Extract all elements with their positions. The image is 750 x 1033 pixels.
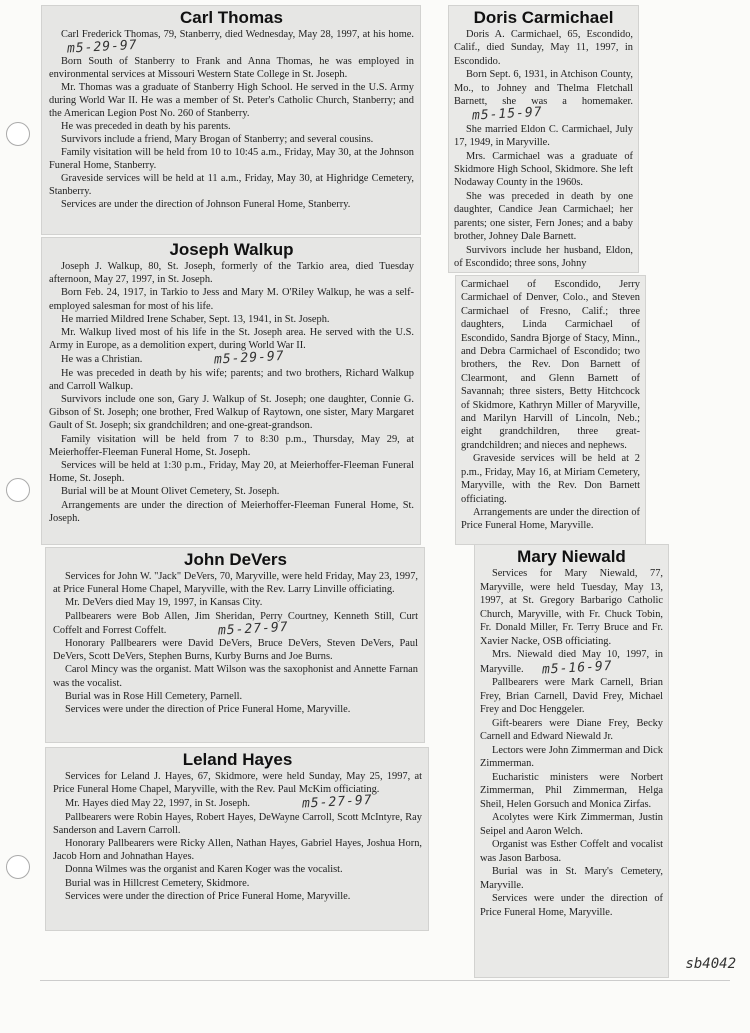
obituary-paragraph: He was preceded in death by his parents. (61, 121, 231, 132)
obituary-paragraph: Survivors include her husband, Eldon, of Escondido; three sons, Johny (454, 244, 633, 269)
binder-hole-top (6, 122, 30, 146)
obituary-paragraph: Services were under the direction of Price Funeral Home, Maryville. (65, 890, 351, 902)
obituary-paragraph: Graveside services will be held at 11 a.m., Friday, May 30, at Highridge Cemetery, Stanberry. (49, 173, 414, 197)
obituary-title: Doris Carmichael (473, 8, 614, 27)
obituary-paragraph: Joseph J. Walkup, 80, St. Joseph, formerly of the Tarkio area, died Tuesday afternoon, May 27, 1997, in St. Joseph. (49, 261, 414, 286)
handwritten-date: m5-27-97 (301, 793, 373, 812)
obituary-paragraph: Honorary Pallbearers were Ricky Allen, Nathan Hayes, Gabriel Hayes, Joshua Horn, Jacob Horn and Johnathan Hayes. (53, 838, 422, 863)
obituary-paragraph: Services were under the direction of Price Funeral Home, Maryville. (65, 704, 351, 716)
obituary-paragraph: Burial was in Rose Hill Cemetery, Parnell. (65, 690, 243, 702)
obituary-paragraph: Arrangements are under the direction of Price Funeral Home, Maryville. (461, 506, 640, 532)
obituary-paragraph: Pallbearers were Bob Allen, Jim Sheridan, Perry Courtney, Kenneth Still, Curt Coffelt and Forrest Coffelt. m5-27-97 (53, 610, 418, 639)
obituary-joseph-walkup (42, 238, 420, 544)
obituary-paragraph: She was preceded in death by one daughter, Candice Jean Carmichael; her parents; one sister, Fern Jones; and a baby brother, Johney Dale Barnett. (454, 190, 633, 243)
obituary-paragraph: Doris A. Carmichael, 65, Escondido, Calif., died Sunday, May 11, 1997, in Escondido. (454, 29, 633, 67)
obituary-doris-carmichael-continued (456, 276, 645, 544)
obituary-paragraph: Pallbearers were Robin Hayes, Robert Hayes, DeWayne Carroll, Scott McIntyre, Ray Sanderson and Lavern Carroll. (53, 811, 422, 836)
obituary-paragraph: Carol Mincy was the organist. Matt Wilson was the saxophonist and Annette Farnan was the vocalist. (53, 664, 418, 689)
obituary-paragraph: Mr. Hayes died May 22, 1997, in St. Joseph. m5-27-97 (65, 793, 373, 812)
obituary-paragraph: He was a Christian. m5-29-97 (61, 349, 286, 368)
binder-hole-middle (6, 478, 30, 502)
obituary-paragraph: Gift-bearers were Diane Frey, Becky Carnell and Edward Niewald Jr. (480, 717, 663, 742)
binder-hole-bottom (6, 855, 30, 879)
obituary-title: Leland Hayes (182, 750, 293, 769)
obituary-title: John DeVers (184, 550, 287, 569)
obituary-paragraph: Mr. DeVers died May 19, 1997, in Kansas City. (65, 597, 263, 609)
obituary-john-devers (46, 548, 424, 742)
obituary-paragraph: Survivors include one son, Gary J. Walkup of St. Joseph; one daughter, Connie G. Gibson of St. Joseph; one brother, Fred Walkup of Raytown, one sister, Mary Margaret Gault of St. Joseph; six grandchildren; and one-great-grandson. (49, 394, 414, 432)
obituary-paragraph: Services for Leland J. Hayes, 67, Skidmore, were held Sunday, May 25, 1997, at Price Funeral Home Chapel, Maryville, with the Rev. Paul McKim officiating. (53, 771, 422, 796)
handwritten-date: m5-27-97 (217, 619, 290, 639)
obituary-paragraph: Born Feb. 24, 1917, in Tarkio to Jess and Mary M. O'Riley Walkup, he was a self-employed salesman for most of his life. (49, 287, 414, 312)
obituary-paragraph: Donna Wilmes was the organist and Karen Koger was the vocalist. (65, 864, 343, 876)
obituary-paragraph: Born Sept. 6, 1931, in Atchison County, Mo., to Johney and Thelma Fletchall Barnett, she was a homemaker.m5-15-97 (454, 69, 633, 124)
obituary-paragraph: Eucharistic ministers were Norbert Zimmerman, Phil Zimmerman, Helga Sheil, Helen Gorsuch and Monica Zirfas. (480, 771, 663, 810)
obituary-doris-carmichael (449, 6, 638, 272)
obituary-paragraph: Carmichael of Escondido, Jerry Carmichael of Denver, Colo., and Steven Carmichael of Fresno, Calif.; three daughters, Linda Carmichael of Escondido, Sandra Bjorge of Stacy, Minn., and Debra Carmichael of Escondido; two brothers, the Rev. Don Barnett of Clearmont, and Glenn Barnett of Savannah; three sisters, Betty Hitchcock of Skidmore, Kathryn Miller of Maryville, and Marilyn Harvill of Lincoln, Neb.; eight grandchildren, three great-grandchildren; and nieces and nephews. (461, 279, 640, 451)
obituary-title: Carl Thomas (180, 8, 283, 27)
obituary-paragraph: Burial was in Hillcrest Cemetery, Skidmore. (65, 877, 250, 889)
obituary-paragraph: Family visitation will be held from 7 to 8:30 p.m., Thursday, May 29, at Meierhoffer-Fleeman Funeral Home, St. Joseph. (49, 433, 414, 458)
obituary-paragraph: Burial will be at Mount Olivet Cemetery, St. Joseph. (61, 486, 280, 498)
obituary-paragraph: He was preceded in death by his wife; parents; and two brothers, Richard Walkup and Carroll Walkup. (49, 367, 414, 392)
obituary-paragraph: Pallbearers were Mark Carnell, Brian Frey, Brian Carnell, David Frey, Michael Frey and Doc Henggeler. (480, 677, 663, 715)
obituary-paragraph: Mr. Walkup lived most of his life in the St. Joseph area. He served with the U.S. Army in Europe, as a demolition expert, during World War II. (49, 327, 414, 352)
obituary-paragraph: Mrs. Carmichael was a graduate of Skidmore High School, Skidmore. She left Nodaway County in the 1960s. (454, 150, 633, 189)
obituary-paragraph: Arrangements are under the direction of Meierhoffer-Fleeman Funeral Home, St. Joseph. (49, 499, 414, 524)
obituary-paragraph: Acolytes were Kirk Zimmerman, Justin Seipel and Aaron Welch. (480, 812, 663, 837)
handwritten-date: m5-15-97 (471, 105, 543, 124)
obituary-paragraph: Mrs. Niewald died May 10, 1997, in Maryville. m5-16-97 (480, 649, 663, 678)
obituary-paragraph: Carl Frederick Thomas, 79, Stanberry, died Wednesday, May 28, 1997, at his home.m5-29-97 (49, 28, 414, 55)
handwritten-date: m5-29-97 (214, 349, 286, 368)
obituary-paragraph: Mr. Thomas was a graduate of Stanberry High School. He served in the U.S. Army during World War II. He was a member of St. Peter's Catholic Church, Stanberry; and the American Legion Post No. 260 of Stanberry. (49, 82, 414, 119)
obituary-paragraph: Graveside services will be held at 2 p.m., Friday, May 16, at Miriam Cemetery, Maryville, with the Rev. Don Barnett officiating. (461, 453, 640, 505)
obituary-paragraph: Services were under the direction of Price Funeral Home, Maryville. (480, 893, 663, 918)
obituary-title: Joseph Walkup (169, 240, 294, 259)
obituary-paragraph: He married Mildred Irene Schaber, Sept. 13, 1941, in St. Joseph. (61, 313, 330, 325)
obituary-paragraph: Organist was Esther Coffelt and vocalist was Jason Barbosa. (480, 839, 663, 864)
obituary-paragraph: Services for Mary Niewald, 77, Maryville, were held Tuesday, May 13, 1997, at St. Gregory Barbarigo Catholic Church, Maryville, with Fr. Chuck Tobin, Fr. Donald Miller, Fr. Terry Bruce and Fr. Xavier Nacke, OSB officiating. (480, 568, 663, 647)
obituary-mary-niewald (475, 545, 668, 977)
obituary-title: Mary Niewald (517, 547, 626, 566)
obituary-paragraph: Lectors were John Zimmerman and Dick Zimmerman. (480, 744, 663, 769)
obituary-paragraph: Honorary Pallbearers were David DeVers, Bruce DeVers, Steven DeVers, Paul DeVers, Scott DeVers, Stephen Burns, Kurby Burns and Joe Burns. (53, 638, 418, 663)
handwritten-date: m5-16-97 (541, 658, 613, 678)
reference-number: sb4042 (685, 956, 736, 972)
obituary-paragraph: Services are under the direction of Johnson Funeral Home, Stanberry. (61, 199, 351, 210)
page-edge-divider (40, 980, 730, 981)
handwritten-date: m5-29-97 (66, 37, 138, 57)
obituary-paragraph: Survivors include a friend, Mary Brogan of Stanberry; and several cousins. (61, 134, 374, 145)
obituary-paragraph: Burial was in St. Mary's Cemetery, Maryville. (480, 866, 663, 891)
obituary-paragraph: Born South of Stanberry to Frank and Anna Thomas, he was employed in environmental services at Missouri Western State College in St. Joseph. (49, 56, 414, 80)
obituary-leland-hayes (46, 748, 428, 930)
obituary-carl-thomas (42, 6, 420, 234)
obituary-paragraph: Services will be held at 1:30 p.m., Friday, May 20, at Meierhoffer-Fleeman Funeral Home, St. Joseph. (49, 460, 414, 485)
obituary-paragraph: Family visitation will be held from 10 to 10:45 a.m., Friday, May 30, at the Johnson Funeral Home, Stanberry. (49, 147, 414, 171)
obituary-paragraph: She married Eldon C. Carmichael, July 17, 1949, in Maryville. (454, 123, 633, 149)
obituary-paragraph: Services for John W. "Jack" DeVers, 70, Maryville, were held Friday, May 23, 1997, at Price Funeral Home Chapel, Maryville, with the Rev. Larry Linville officiating. (53, 571, 418, 596)
